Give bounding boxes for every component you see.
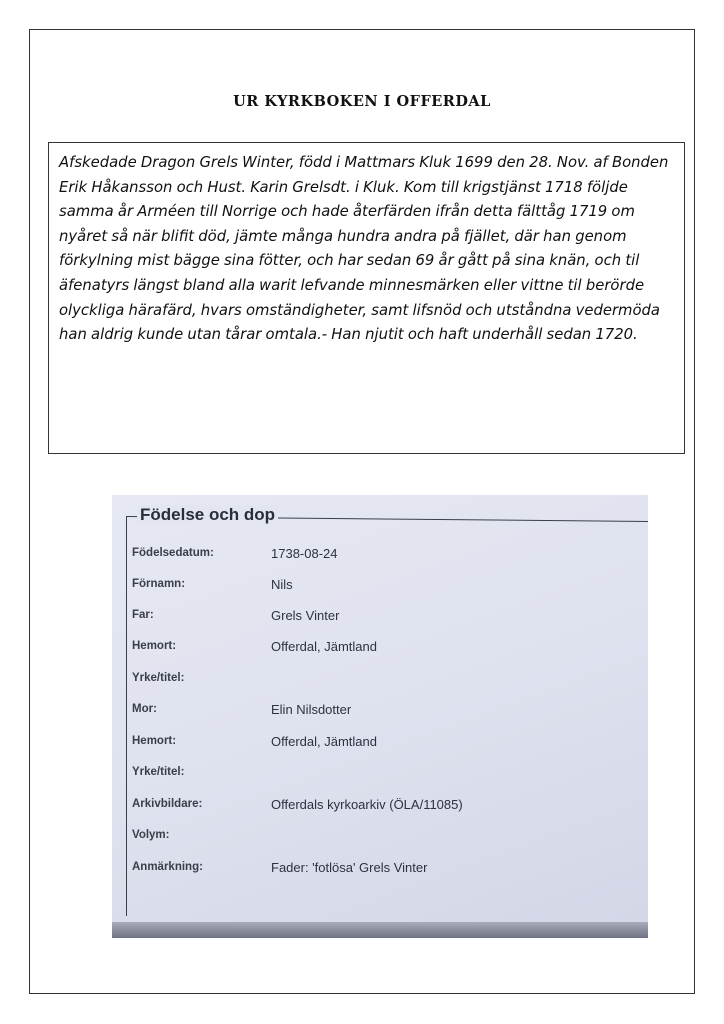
record-row <box>112 735 648 755</box>
row-label: Mor: <box>132 703 157 715</box>
row-label: Yrke/titel: <box>132 766 185 778</box>
record-row <box>112 547 648 567</box>
row-label: Förnamn: <box>132 578 186 590</box>
record-row <box>112 861 648 881</box>
quote-text: Afskedade Dragon Grels Winter, född i Mattmars Kluk 1699 den 28. Nov. af Bonden Erik Håkansson och Hust. Karin Grelsdt. i Kluk. Kom till krigstjänst 1718 följde samma år Arméen till Norrige och hade återfärden ifrån detta fälttåg 1719 om nyåret så när blifit död, jämte många hundra andra på fjället, där han genom förkylning mist bägge sina fötter, och har sedan 69 år gått på sina knän, och til äfenatyrs längst bland alla warit lefvande minnesmärken eller vittne til berörde olyckliga härafärd, hvars omständigheter, samt lifsnöd och utståndna vedermöda han aldrig kunde utan tårar omtala.- Han njutit och haft underhåll sedan 1720. <box>59 154 669 344</box>
row-value: Nils <box>271 577 293 592</box>
record-row <box>112 798 648 818</box>
row-label: Arkivbildare: <box>132 798 203 810</box>
row-value: Grels Vinter <box>271 608 340 623</box>
record-photo <box>112 495 648 938</box>
row-label: Anmärkning: <box>132 861 203 873</box>
record-row <box>112 672 648 692</box>
document-title: UR KYRKBOKEN I OFFERDAL <box>233 93 491 110</box>
record-row <box>112 609 648 629</box>
record-row <box>112 578 648 598</box>
row-value: Offerdal, Jämtland <box>271 734 377 749</box>
record-row <box>112 703 648 723</box>
row-label: Far: <box>132 609 154 621</box>
record-rows <box>112 495 648 915</box>
row-value: Fader: 'fotlösa' Grels Vinter <box>271 860 428 875</box>
row-label: Hemort: <box>132 735 177 747</box>
row-label: Yrke/titel: <box>132 672 185 684</box>
row-value: Offerdals kyrkoarkiv (ÖLA/11085) <box>271 797 463 812</box>
row-label: Volym: <box>132 829 170 841</box>
record-row <box>112 640 648 660</box>
record-row <box>112 766 648 786</box>
quote-box <box>48 142 685 454</box>
row-label: Födelsedatum: <box>132 547 214 559</box>
fieldset-legend: Födelse och dop <box>137 505 278 525</box>
row-label: Hemort: <box>132 640 177 652</box>
row-value: Elin Nilsdotter <box>271 702 352 717</box>
row-value: 1738-08-24 <box>271 546 338 561</box>
row-value: Offerdal, Jämtland <box>271 639 377 654</box>
record-row <box>112 829 648 849</box>
